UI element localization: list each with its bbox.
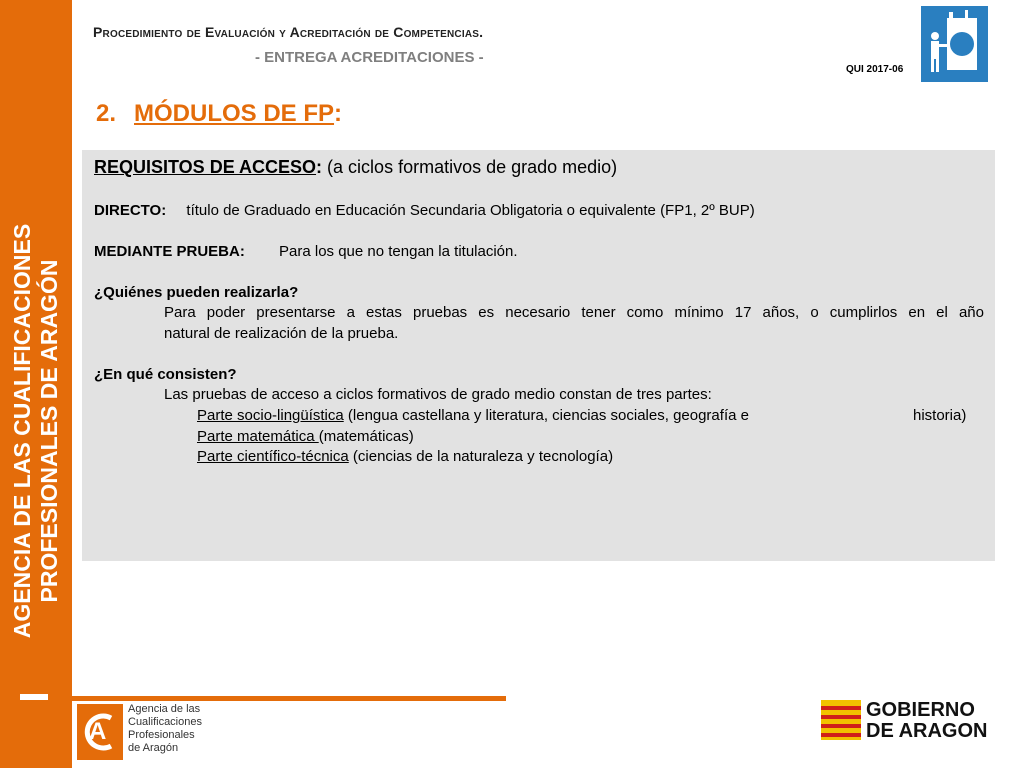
agency-line: Profesionales — [128, 729, 195, 741]
requisitos-text: (a ciclos formativos de grado medio) — [322, 157, 618, 177]
consisten-intro: Las pruebas de acceso a ciclos formativos de grado medio constan de tres partes: — [164, 386, 712, 403]
sidebar-line-2: PROFESIONALES DE ARAGÓN — [36, 259, 62, 603]
requisitos-heading — [94, 157, 617, 178]
parte-desc: (ciencias de la naturaleza y tecnología) — [348, 448, 614, 465]
quienes-line-2: natural de realización de la prueba. — [164, 325, 399, 342]
agency-logo — [77, 704, 123, 760]
agency-line: Cualificaciones — [128, 716, 202, 728]
agency-logo-letter: A — [89, 718, 107, 745]
header-subtitle: - ENTREGA ACREDITACIONES - — [255, 49, 484, 66]
parte-desc: (lengua castellana y literatura, ciencias sociales, geografía e — [343, 407, 749, 424]
sidebar — [0, 0, 72, 768]
parte-name: Parte científico-técnica — [197, 448, 349, 465]
sidebar-agency-name — [9, 181, 63, 681]
requisitos-colon: : — [316, 157, 323, 177]
quienes-line-1: Para poder presentarse a estas pruebas es necesario tener como mínimo 17 años, o cumplirlos en el año — [164, 304, 984, 321]
qualification-logo — [921, 6, 988, 82]
requisitos-label: REQUISITOS DE ACCESO — [94, 157, 317, 177]
agency-line: de Aragón — [128, 742, 179, 754]
section-number: 2. — [96, 100, 117, 127]
section-title: MÓDULOS DE FP — [134, 100, 335, 127]
prueba-label: MEDIANTE PRUEBA: — [94, 243, 245, 260]
sidebar-divider — [20, 694, 48, 700]
worker-lab-icon — [921, 6, 988, 82]
parte-extra: historia) — [913, 407, 967, 424]
directo-text: título de Graduado en Educación Secundaria Obligatoria o equivalente (FP1, 2º BUP) — [186, 202, 755, 219]
gobierno-line-1: GOBIERNO — [866, 699, 975, 721]
prueba-text: Para los que no tengan la titulación. — [279, 243, 518, 260]
section-colon: : — [334, 100, 343, 127]
parte-item — [197, 448, 613, 465]
document-code: QUI 2017-06 — [846, 64, 904, 75]
agency-line: Agencia de las — [128, 703, 201, 715]
parte-item — [197, 428, 414, 445]
parte-desc: (matemáticas) — [318, 428, 414, 445]
sidebar-line-1: AGENCIA DE LAS CUALIFICACIONES — [9, 223, 35, 639]
agency-name — [128, 703, 202, 755]
content-panel — [82, 150, 995, 561]
aragon-flag-icon — [821, 700, 861, 740]
quienes-question: ¿Quiénes pueden realizarla? — [94, 284, 299, 301]
parte-name: Parte matemática — [197, 428, 319, 445]
directo-label: DIRECTO: — [94, 202, 167, 219]
directo-row — [94, 202, 755, 219]
parte-item — [197, 407, 749, 424]
prueba-row — [94, 243, 518, 260]
section-heading — [96, 100, 342, 128]
gobierno-line-2: DE ARAGON — [866, 720, 988, 742]
header-title: Procedimiento de Evaluación y Acreditación de Competencias. — [93, 24, 484, 40]
consisten-question: ¿En qué consisten? — [94, 366, 237, 383]
gobierno-logo-text — [866, 700, 987, 742]
parte-name: Parte socio-lingüística — [197, 407, 344, 424]
footer-divider — [72, 696, 506, 701]
